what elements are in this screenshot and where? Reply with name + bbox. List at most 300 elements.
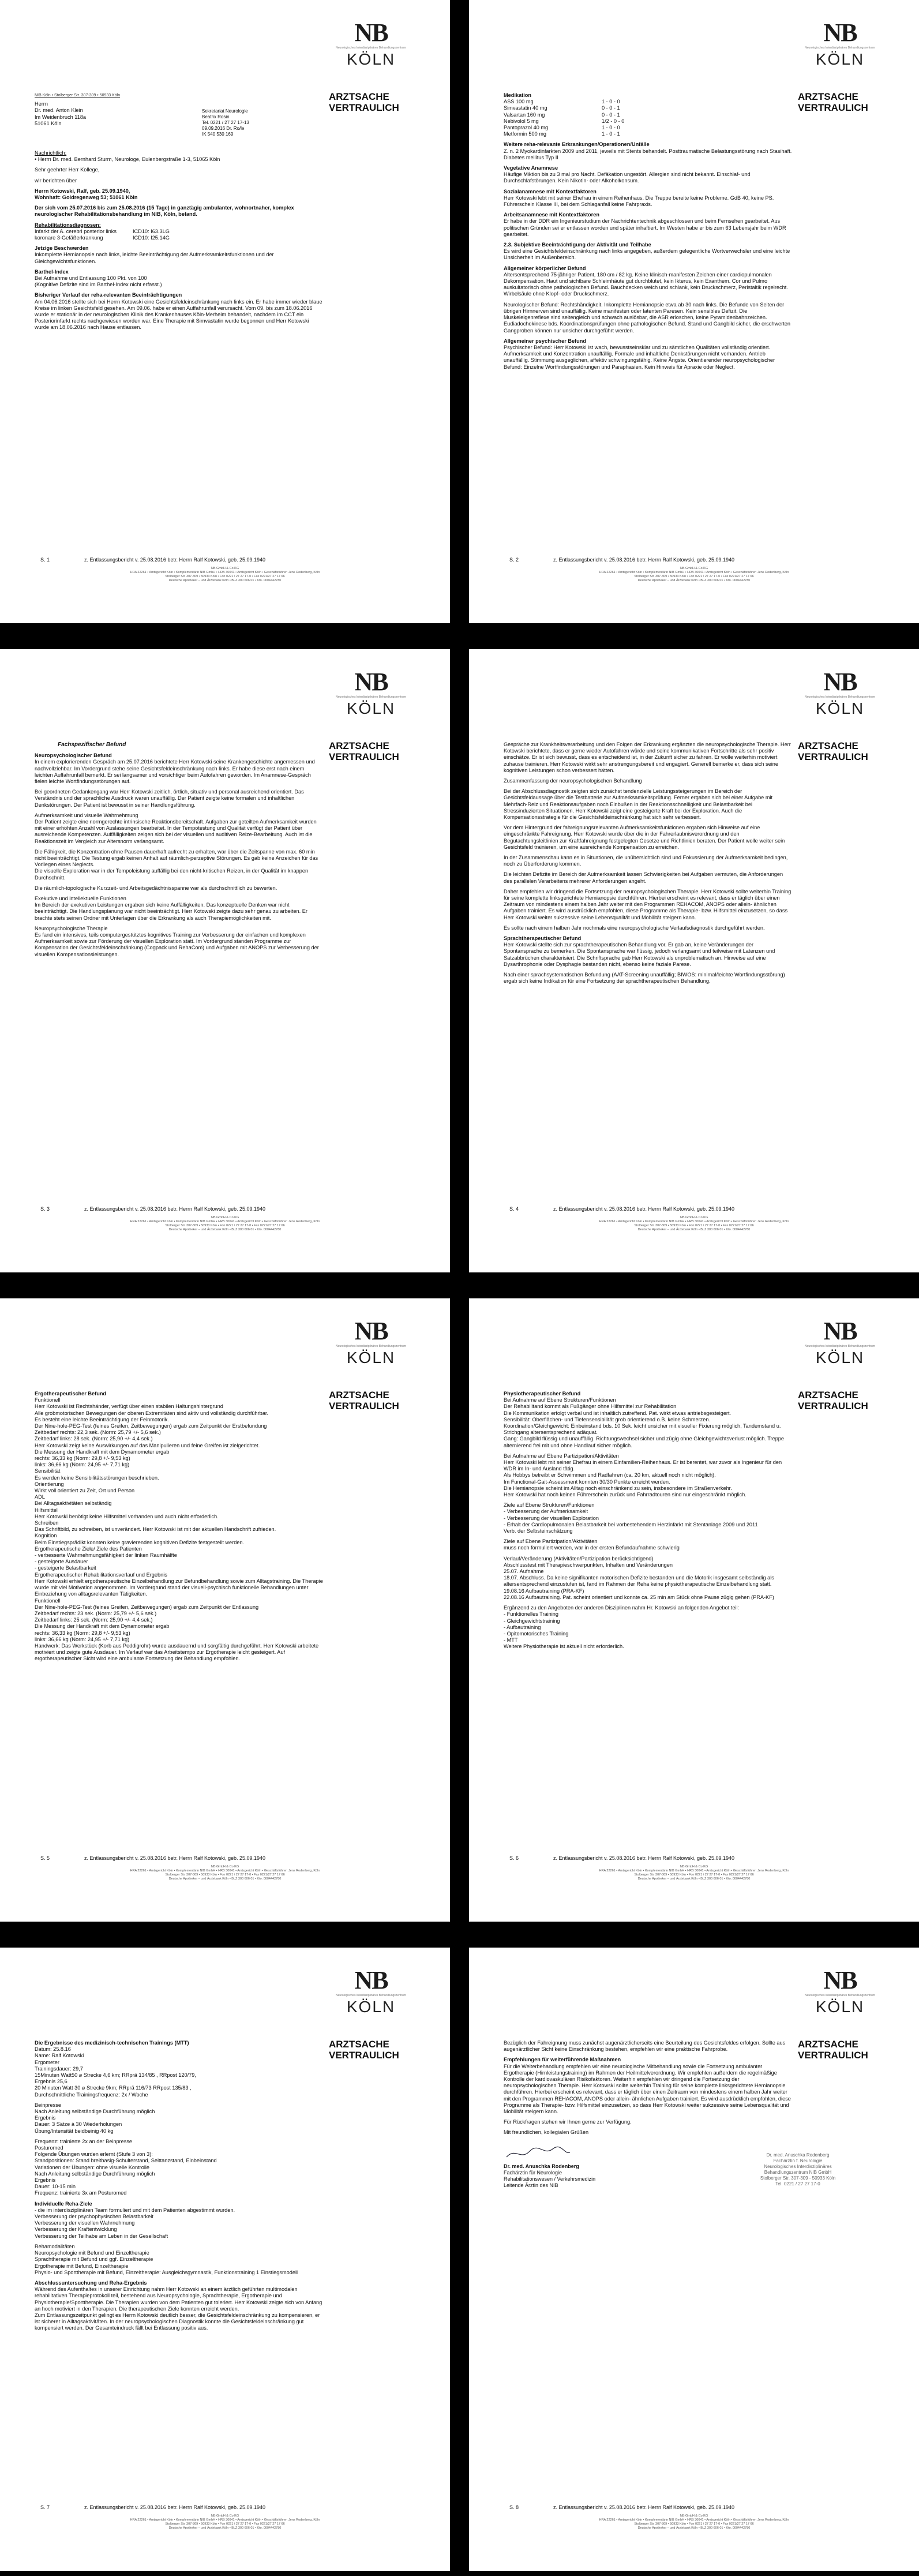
text-line: Altersentsprechend 75-jähriger Patient, 180 cm / 82 kg. Keine klinisch-manifesten Zeichen einer cardiopulmonalen Dekompensation. Haut und sichtbare Schleimhäute gut durchblutet, kein Ikterus, kein Exanthem. Cor und Pulmo auskultatorisch ohne pathologischen Befund. Bauchdecken weich und schlank, kein Druckschmerz, Peristaltik regelrecht. Wirbelsäule ohne Klopf- oder Druckschmerz. xyxy=(504,271,788,297)
spacer xyxy=(504,2125,792,2129)
spacer xyxy=(504,1534,792,1538)
text-line: Herr Kotowski lebt mit seiner Ehefrau in einem Reihenhaus. Die Treppe bereite keine Probleme. GdB 40, keine PS. Führerschein Klasse III, bei dem Schlaganfall keine Fahrpraxis. xyxy=(504,194,774,208)
text-line: Datum: 25.8.16 xyxy=(35,2046,71,2053)
stamp-line-2: VERTRAULICH xyxy=(329,751,399,762)
stamp-line: Dr. med. Anuschka Rodenberg xyxy=(766,2152,830,2158)
page-number: S. 8 xyxy=(509,2504,519,2510)
spacer xyxy=(504,137,792,141)
text-line: Folgende Übungen wurden erlernt (Stufe 3 von 3): xyxy=(35,2151,153,2158)
text-line: Ziele auf Ebene Strukturen/Funktionen xyxy=(504,1502,595,1508)
text-line: Am 04.06.2016 stellte sich bei Herrn Kotowski eine Gesichtsfeldeinschränkung nach links ein. Er habe immer wieder blaue Kreise im linken Gesichtsfeld gesehen. Am 09.06. habe er einen Auffahrunfall verursacht. Vom 09. bis zum 18.06.2016 wurde er stationär in der neurologischen Klinik des Krankenhauses Köln-Merheim behandelt, nachdem im CCT ein Posteriorinfarkt rechts nachgewiesen worden war. Eine Therapie mit Simvastatin wurde begonnen und Herr Kotowski wurde am 18.06.2016 nach Hause entlassen. xyxy=(35,298,322,331)
text-line: Schreiben xyxy=(35,1520,59,1526)
page-content xyxy=(504,92,792,370)
nib-logo xyxy=(328,1968,414,2016)
nib-logo xyxy=(797,18,883,68)
text-line: Der Patient zeigte eine normgerechte intrinsische Reaktionsbereitschaft. Aufgaben zur geteilten Aufmerksamkeit wurden mit einer erhöhten Anzahl von Auslassungen bearbeitet. In der Tempotestung und Qualität verfügt der Patient über ausreichende Kompetenzen. Auffälligkeiten zeigen sich bei der visuellen und auditiven Reize-Bearbeitung. Auch ist die Reaktionszeit im Vergleich zur Altersnorm verlangsamt. xyxy=(35,819,317,844)
spacer xyxy=(504,334,792,338)
text-line: Handwerk: Das Werkstück (Korb aus Peddigrohr) wurde ausdauernd und sorgfältig durchgeführt. Herr Kotowski arbeitete motiviert und zeigte gute Ausdauer. Im Verlauf war das Arbeitstempo zur Ergotherapie leicht gesteigert. Auf ergotherapeutischer Sicht wird eine ambulante Fortsetzung der Behandlung empfohlen. xyxy=(35,1642,319,1662)
logo-city: KÖLN xyxy=(815,50,865,68)
logo-nb: NB xyxy=(823,668,857,696)
page-content xyxy=(35,92,323,331)
text-line: Neuropsychologie mit Befund und Einzeltherapie xyxy=(35,2250,149,2256)
signature-scribble xyxy=(504,2144,573,2162)
stamp-line: Neurologisches Interdisziplinäres xyxy=(764,2164,832,2169)
text-line: 2.3. Subjektive Beeinträchtigung der Aktivität und Teilhabe xyxy=(504,242,651,248)
footer-fineprint: NB GmbH & Co KG xyxy=(680,2514,708,2518)
text-line: - gesteigerte Belastbarkeit xyxy=(35,1565,96,1571)
text-line: Die Kommunikation erfolgt verbal und ist inhaltlich zutreffend. Pat. wirkt etwas antriebsgesteigert. xyxy=(504,1410,732,1416)
page-footer xyxy=(35,1206,415,1232)
spacer xyxy=(504,968,792,972)
spacer xyxy=(35,265,323,269)
text-line: Aufmerksamkeit und visuelle Wahrnehmung xyxy=(35,812,138,818)
logo-subtitle: Neurologisches Interdisziplinäres Behandlungszentrum xyxy=(335,46,406,50)
page-3 xyxy=(0,649,450,1272)
page-content xyxy=(504,1391,792,1650)
logo-nb: NB xyxy=(354,1966,388,1994)
text-line: Die Ergebnisse des medizinisch-technischen Trainings (MTT) xyxy=(35,2040,189,2046)
stamp-line: Fachärztin f. Neurologie xyxy=(773,2158,823,2163)
row-value: 0 - 0 - 1 xyxy=(602,111,620,118)
report-reference: z. Entlassungsbericht v. 25.08.2016 betr. Herrn Ralf Kotowski, geb. 25.09.1940 xyxy=(553,557,735,563)
stamp-line-1: ARZTSACHE xyxy=(329,1390,389,1401)
text-line: Orientierung xyxy=(35,1481,64,1487)
list-row xyxy=(504,131,792,137)
text-line: links: 36,66 kg (Norm: 24,95 +/- 7,71 kg) xyxy=(35,1636,130,1642)
text-line: Neuropsychologische Therapie xyxy=(35,925,108,931)
list-row xyxy=(504,99,792,105)
logo-subtitle: Neurologisches Interdisziplinäres Behandlungszentrum xyxy=(804,46,875,50)
text-line: muss noch formuliert werden, war in der ersten Befundaufnahme schwierig xyxy=(504,1545,680,1551)
stamp-line-1: ARZTSACHE xyxy=(798,2039,858,2050)
text-line: Durchschnittliche Trainingsfrequenz: 2x / Woche xyxy=(35,2091,148,2098)
text-line: Die Messung der Handkraft mit dem Dynamometer ergab xyxy=(35,1448,170,1455)
text-line: Die räumlich-topologische Kurzzeit- und Arbeitsgedächtnisspanne war als durchschnittlich zu bewerten. xyxy=(35,885,277,891)
recipient-line: 51061 Köln xyxy=(35,120,62,126)
row-label: ASS 100 mg xyxy=(504,99,534,105)
page-content xyxy=(504,742,792,985)
logo-city: KÖLN xyxy=(815,699,865,717)
text-line: Herr Kotowski stellte sich zur sprachtherapeutischen Behandlung vor. Er gab an, keine Veränderungen der Spontansprache zu bemerken. Die Spontansprache war flüssig, jedoch verlangsamt und teilweise mit Latenzen und Satzabbrüchen charakterisiert. Die Schriftsprache gab Herr Kotowski als unproblematisch an. Hinweise auf eine Dysarthrophonie oder Dysphagie bestanden nicht, ebenso keine faziale Parese. xyxy=(504,942,775,967)
stamp-line-2: VERTRAULICH xyxy=(798,2050,868,2061)
logo-nb: NB xyxy=(823,1317,857,1345)
text-line: Rehamodalitäten xyxy=(35,2243,75,2249)
text-line: Allgemeiner psychischer Befund xyxy=(504,338,586,344)
footer-fineprint: Deutsche Apotheker – und Ärztebank Köln • BLZ 300 606 01 • Kto. 0004442780 xyxy=(168,1877,282,1881)
nib-logo xyxy=(328,670,414,717)
spacer xyxy=(504,161,792,165)
text-line: ADL xyxy=(35,1494,45,1500)
report-reference: z. Entlassungsbericht v. 25.08.2016 betr. Herrn Ralf Kotowski, geb. 25.09.1940 xyxy=(553,2504,735,2510)
confidential-stamp xyxy=(329,740,415,762)
row-label: Infarkt der A. cerebri posterior links xyxy=(35,228,117,234)
list-row xyxy=(504,105,792,111)
text-line: Beim Einstiegsprädikt konnten keine gravierenden kognitiven Defizite festgestellt werden. xyxy=(35,1539,245,1545)
text-line: Verbesserung der Teilhabe am Leben in der Gesellschaft xyxy=(35,2233,168,2239)
text-line: Herrn Kotowski, Ralf, geb. 25.09.1940, xyxy=(35,188,130,194)
text-line: Inkomplette Hemianopsie nach links, leichte Beeinträchtigung der Aufmerksamkeitsfunktionen und der Gleichgewichtsfunktionen. xyxy=(35,252,274,264)
text-line: - die im interdisziplinären Team formuliert und mit dem Patienten abgestimmt wurden. xyxy=(35,2207,235,2213)
confidential-stamp xyxy=(798,91,884,113)
text-line: Wirkt voll orientiert zu Zeit, Ort und Person xyxy=(35,1488,135,1494)
spacer xyxy=(504,921,792,925)
footer-fineprint: Stolberger Str. 307-309 • 50933 Köln • Fon 0221 / 27 27 17-0 • Fax 0221/27 27 17 66 xyxy=(634,1873,754,1877)
text-line: Arbeitsanamnese mit Kontextfaktoren xyxy=(504,212,599,218)
stamp-line-2: VERTRAULICH xyxy=(329,1401,399,1411)
text-line: Daher empfehlen wir dringend die Fortsetzung der neuropsychologischen Therapie. Herr Kotowski sollte weiterhin Training für seine komplette linksgerichtete Hemianopsie durchführen. Hierbei erscheint es relevant, dass er täglich über einen Zeitraum von mindestens einem halben Jahr weiter mit den Programmen REHACOM, ANOPS oder allein- ähnlichen Aufgaben trainiert. Es wird ausdrücklich empfohlen, diese Programme als Therapie- bzw. Hilfsmittel einzusetzen, so dass Herr Kotowski weiter sukzessive seine Lebensqualität und Mobilität steigern kann. xyxy=(504,888,792,920)
text-line: rechts: 36,33 kg (Norm: 29,8 +/- 9,53 kg) xyxy=(35,1455,130,1462)
text-line: Beinpresse xyxy=(35,2102,61,2108)
spacer xyxy=(35,2240,323,2244)
footer-fineprint: Stolberger Str. 307-309 • 50933 Köln • Fon 0221 / 27 27 17-0 • Fax 0221/27 27 17 66 xyxy=(634,1224,754,1227)
row-value: 1 - 0 - 0 xyxy=(602,99,620,105)
text-line: Die Hemianopsie scheint im Alltag noch einschränkend zu sein, insbesondere im Straßenverkehr. xyxy=(504,1485,732,1491)
stamp-line-2: VERTRAULICH xyxy=(798,102,868,113)
footer-line xyxy=(40,2504,415,2510)
text-line: - Funktionelles Training xyxy=(504,1611,558,1618)
stamp-line-1: ARZTSACHE xyxy=(798,1390,858,1401)
text-line: Trainingsdauer: 29,7 xyxy=(35,2065,83,2072)
page-content xyxy=(35,742,323,958)
signature-line: Rehabilitationswesen / Verkehrsmedizin xyxy=(504,2176,596,2182)
text-line: Abschlussuntersuchung und Reha-Ergebnis xyxy=(35,2279,147,2286)
confidential-stamp xyxy=(329,1390,415,1411)
text-line: Physio- und Sporttherapie mit Befund, Einzeltherapie: Ausgleichsgymnastik, Funktionstraining 1 Einstiegsmodell xyxy=(35,2269,298,2275)
footer-fineprint: NB GmbH & Co KG xyxy=(211,1865,239,1869)
text-line: Ergotherapeutischer Befund xyxy=(35,1391,107,1396)
logo-subtitle: Neurologisches Interdisziplinäres Behandlungszentrum xyxy=(804,1994,875,1997)
text-line: Mit freundlichen, kollegialen Grüßen xyxy=(504,2129,589,2136)
text-line: Das Schriftbild, zu schreiben, ist unverändert. Herr Kotowski ist mit der aktuellen Handschrift zufrieden. xyxy=(35,1526,276,1533)
confidential-stamp xyxy=(329,91,415,113)
text-line: - Verbesserung der visuellen Exploration xyxy=(504,1515,599,1521)
text-line: Allgemeiner körperlicher Befund xyxy=(504,265,586,271)
text-line: Der Rehabilitand kommt als Fußgänger ohne Hilfsmittel zur Rehabilitation xyxy=(504,1403,677,1410)
spacer xyxy=(504,238,792,242)
text-line: Verbesserung der visuellen Wahrnehmung xyxy=(35,2220,135,2226)
text-line: Herr Kotowski ist Rechtshänder, verfügt über einen stabilen Haltungshintergrund xyxy=(35,1403,223,1410)
page-footer xyxy=(504,557,884,583)
recipient-line: Dr. med. Anton Klein xyxy=(35,107,83,114)
page-6 xyxy=(469,1298,919,1922)
text-line: Weitere reha-relevante Erkrankungen/Operationen/Unfälle xyxy=(504,141,650,148)
text-line: Kognition xyxy=(35,1533,57,1539)
meta-line: Beatrix Rosin xyxy=(202,114,230,119)
page-4 xyxy=(469,649,919,1272)
text-line: Zeitbedarf rechts: 23 sek. (Norm: 25,79 +/- 5,6 sek.) xyxy=(35,1610,157,1616)
text-line: Für die Weiterbehandlung empfehlen wir eine neurologische Mitbehandlung sowie die Fortsetzung ambulanter Ergotherapie (Hirnleistungstraining) im Rahmen der Heilmittelverordnung. Wir empfehlen außerdem die regelmäßige Kontrolle der kardiovaskulären Risikofaktoren. Weiterhin empfehlen wir dringend die Fortsetzung der neuropsychologischen Therapie. Herr Kotowski sollte weiterhin Training für seine komplette linksgerichtete Hemianopsie durchführen. Hierbei erscheint es relevant, dass er täglich über einen Zeitraum von mindestens einem halben Jahr weiter mit den Programmen REHACOM, ANOPS oder allein- ähnlichen Aufgaben trainiert. Es wird ausdrücklich empfohlen, diese Programme als Therapie- bzw. Hilfsmittel einzusetzen, so dass Herr Kotowski weiter sukzessive seine Lebensqualität und Mobilität steigern kann. xyxy=(504,2063,791,2115)
text-line: Physiotherapeutischer Befund xyxy=(504,1391,581,1396)
page-content xyxy=(504,2040,792,2189)
footer-fineprint: NB GmbH & Co KG xyxy=(211,2514,239,2518)
text-line: Verbesserung der Kraftentwicklung xyxy=(35,2226,117,2233)
spacer xyxy=(504,821,792,825)
row-label: Metformin 500 mg xyxy=(504,131,547,137)
text-line: 19.08.16 Aufbautraining (PRA-KF) xyxy=(504,1587,584,1594)
confidential-stamp xyxy=(798,1390,884,1411)
text-line: Sprachtherapie mit Befund und ggf. Einzeltherapie xyxy=(35,2256,153,2263)
text-line: Dauer: 3 Sätze à 30 Wiederholungen xyxy=(35,2121,122,2128)
stamp-line: Stolberger Str. 307-309 - 50933 Köln xyxy=(760,2176,836,2181)
logo-nb: NB xyxy=(823,18,857,47)
spacer xyxy=(35,808,323,813)
text-line: 25.07. Aufnahme xyxy=(504,1568,544,1575)
spacer xyxy=(35,881,323,885)
text-line: Im Bereich der exekutiven Leistungen ergaben sich keine Auffälligkeiten. Das konzeptuelle Denken war nicht beeinträchtigt. Die Handlungsplanung war nicht beeinträchtigt. Herr Kotowski zeigte dazu sehr genau zu arbeiten. Er brachte stets seinen Ordner mit Unterlagen über die Erkrankung als auch Therapiemöglichkeiten mit. xyxy=(35,902,307,921)
text-line: Der sich vom 25.07.2016 bis zum 25.08.2016 (15 Tage) in ganztägig ambulanter, wohnortnaher, komplex neurologischer Rehabilitationsbehandlung im NIB, Köln, befand. xyxy=(35,205,294,218)
text-line: 18.07. Abschluss. Da keine signifikanten motorischen Defizite bestanden und die Motorik insgesamt selbständig als altersentsprechend einzustufen ist, fand im Rahmen der Reha keine physiotherapeutische Einzelbehandlung statt. xyxy=(504,1575,774,1587)
list-row xyxy=(504,118,792,125)
logo-nb: NB xyxy=(823,1966,857,1994)
stamp-line-2: VERTRAULICH xyxy=(329,102,399,113)
page-number: S. 3 xyxy=(40,1206,50,1212)
meta-line: Tel. 0221 / 27 27 17-13 xyxy=(202,120,249,125)
page-8 xyxy=(469,1948,919,2571)
text-line: Zeitbedarf links: 25 sek. (Norm: 25,90 +/- 4,4 sek.) xyxy=(35,1617,153,1623)
text-line: Neuropsychologischer Befund xyxy=(35,752,112,759)
text-line: Nach Anleitung selbständige Durchführung möglich xyxy=(35,2109,155,2115)
text-line: Z. n. 2 Myokardinfarkten 2009 und 2011, jeweils mit Stents behandelt. Posttraumatische Belastungsstörung nach Stasihaft. Diabetes mellitus Typ II xyxy=(504,148,792,160)
spacer xyxy=(504,867,792,871)
page-2 xyxy=(469,0,919,623)
spacer xyxy=(504,1601,792,1605)
text-line: Gespräche zur Krankheitsverarbeitung und den Folgen der Erkrankung ergänzten die neuropsychologische Therapie. Herr Kotowski berichtete, dass er gerne wieder Autofahren würde und seine kommunikativen Fortschritte als sehr positiv einschätze. Er ist sich bewusst, dass es entscheidend ist, in der Zukunft sicher zu fahren. Er wolle weiterhin motiviert zuhause trainieren. Herr Kotowski wirkt sehr anstrengungsbereit und engagiert. Generell bemerke er, dass sich seine kognitiven Leistungen schon verbessert hätten. xyxy=(504,742,791,773)
text-line: 20 Minuten Watt 30 ⌀ Strecke 9km; RRprä 116/73 RRpost 135/83 , xyxy=(35,2085,192,2091)
text-line: Ergotherapeutischer Rehabilitationsverlauf und Ergebnis xyxy=(35,1571,167,1578)
text-line: Bei der Abschlussdiagnostik zeigten sich zunächst tendenzielle Leistungssteigerungen im Bereich der Gesichtsfeldaussage über die Testbatterie zur Aufmerksamkeitsprüfung. Ferner ergaben sich bei einer Aufgabe mit Mehrfach-Reiz und Reaktionsaufgaben noch Einbußen in der Reaktionsschnelligkeit und Belastbarkeit bei Stressinduzierten Situationen. Herr Kotowski zeigt eine gesteigerte Kraft bei der Exploration. Auch die Kompensationsstrategie für die Gesichtsfeldeinschränkung hat sich sehr verbessert. xyxy=(504,788,773,821)
logo-city: KÖLN xyxy=(346,1349,396,1366)
row-value: 1 - 0 - 1 xyxy=(602,131,620,137)
spacer xyxy=(504,2053,792,2057)
text-line: Rehabilitationsdiagnosen: xyxy=(35,222,101,228)
row-value: 1 - 0 - 0 xyxy=(602,125,620,131)
text-line: Während des Aufenthaltes in unserer Einrichtung nahm Herr Kotowski an einem ärztlich geführten multimodalen rehabilitativen Therapieprotokoll teil, bestehend aus Neuropsychologie, Sprachtherapie, Ergotherapie und Physiotherapie/Sporttherapie. Die Therapien wurden von dem Patienten gut toleriert. Herr Kotowski zeigte sich von Anfang an hoch motiviert in den Therapien. Die therapeutischen Ziele konnten erreicht werden. xyxy=(35,2286,322,2312)
text-line: Ergebnis xyxy=(35,2115,56,2121)
spacer xyxy=(504,298,792,302)
row-value: ICD10: I25.14G xyxy=(133,235,170,241)
text-line: In der Zusammenschau kann es in Situationen, die unübersichtlich sind und Fokussierung der Aufmerksamkeit bedingen, noch zu Überforderung kommen. xyxy=(504,855,788,867)
footer-fineprint: NB GmbH & Co KG xyxy=(680,567,708,570)
text-line: Die visuelle Exploration war in der Tempoleistung auffällig bei den nicht-kritischen Reizen, in der Qualität im knappen Durchschnitt. xyxy=(35,868,309,881)
logo-nb: NB xyxy=(354,18,388,47)
text-line: links: 36,66 kg (Norm: 24,95 +/- 7,71 kg) xyxy=(35,1462,130,1468)
text-line: Es wird eine Gesichtsfeldeinschränkung nach links angegeben, außerdem gelegentliche Wortverwechsler und eine leichte Unsicherheit im Außenbereich. xyxy=(504,248,790,261)
signature-line: Dr. med. Anuschka Rodenberg xyxy=(504,2163,579,2169)
nib-logo xyxy=(797,670,883,717)
text-line: • Herrn Dr. med. Bernhard Sturm, Neurologe, Eulenbergstraße 1-3, 51065 Köln xyxy=(35,156,220,163)
footer-fineprint: HRA 22261 • Amtsgericht Köln • Komplementärin NIB GmbH • HRB 30041 • Amtsgericht Köln • Geschäftsführer: Jens Rodenberg, Köln xyxy=(599,2518,789,2522)
row-label: Valsartan 160 mg xyxy=(504,111,545,118)
confidential-stamp xyxy=(798,740,884,762)
text-line: Häufige Miktion bis zu 3 mal pro Nacht. Defäkation ungestört. Allergien sind nicht bekannt. Einschlaf- und Durchschlafstörungen. Kein Nikotin- oder Alkoholkonsum. xyxy=(504,171,751,184)
text-line: Herr Kotowski lebt mit seiner Ehefrau in einem Einfamilien-Reihenhaus. Er ist berentet, war zuvor als Ingenieur für den WDR im In- und Ausland tätig. xyxy=(504,1459,782,1472)
row-value: 1/2 - 0 - 0 xyxy=(602,118,625,124)
text-line: Nach Anleitung selbständige Durchführung möglich xyxy=(35,2170,155,2177)
list-row xyxy=(504,125,792,131)
text-line: Ergänzend zu den Angeboten der anderen Disziplinen nahm Hr. Kotowski an folgenden Angebot teil: xyxy=(504,1605,740,1611)
text-line: Koordination/Gleichgewicht: Einbeinstand bds. 10 Sek. leicht unsicher mit visueller Fixierung möglich, Tandemstand u. Strichgang altersentsprechend adäquat. xyxy=(504,1423,781,1436)
signature-line: Fachärztin für Neurologie xyxy=(504,2169,562,2176)
confidential-stamp xyxy=(798,2039,884,2061)
text-line: Wohnhaft: Goldregenweg 53; 51061 Köln xyxy=(35,194,138,201)
text-line: Posturomed xyxy=(35,2145,63,2151)
text-line: (Kognitive Defizite sind im Barthel-Index nicht erfasst.) xyxy=(35,282,162,288)
footer-fineprint: NB GmbH & Co KG xyxy=(211,567,239,570)
text-line: 22.08.16 Aufbautraining. Pat. scheint orientiert und konnte ca. 25 min am Stück ohne Pause zügig gehen (PRA-KF) xyxy=(504,1594,774,1600)
stamp-line-1: ARZTSACHE xyxy=(329,91,389,102)
page-number: S. 2 xyxy=(509,557,519,563)
text-line: Zusammenfassung der neuropsychologischen Behandlung xyxy=(504,778,642,784)
text-line: Funktionell xyxy=(35,1597,61,1604)
logo-nb: NB xyxy=(354,1317,388,1345)
footer-line xyxy=(509,2504,884,2510)
nib-logo xyxy=(797,1968,883,2016)
row-label: Nebivolol 5 mg xyxy=(504,118,539,124)
footer-line xyxy=(40,1855,415,1861)
spacer xyxy=(35,2098,323,2102)
spacer xyxy=(504,931,792,935)
footer-fineprint: Deutsche Apotheker – und Ärztebank Köln • BLZ 300 606 01 • Kto. 0004442780 xyxy=(168,2526,282,2530)
stamp-line-2: VERTRAULICH xyxy=(798,1401,868,1411)
logo-city: KÖLN xyxy=(346,1998,396,2016)
text-line: Sprachtherapeutischer Befund xyxy=(504,935,582,942)
spacer xyxy=(35,785,323,789)
text-line: - gesteigerte Ausdauer xyxy=(35,1559,88,1565)
text-line: Bei Aufnahme auf Ebene Partizipation/Aktivitäten xyxy=(504,1452,619,1459)
text-line: Es sollte nach einem halben Jahr nochmals eine neuropsychologische Verlaufsdiagnostik durchgeführt werden. xyxy=(504,924,765,931)
signature-line: Leitende Ärztin des NIB xyxy=(504,2182,558,2188)
footer-fineprint: NB GmbH & Co KG xyxy=(680,1216,708,1219)
text-line: Frequenz: trainierte 3x am Posturomed xyxy=(35,2190,127,2196)
spacer xyxy=(35,174,323,178)
nib-logo xyxy=(797,1319,883,1366)
footer-fineprint: HRA 22261 • Amtsgericht Köln • Komplementärin NIB GmbH • HRB 30041 • Amtsgericht Köln • Geschäftsführer: Jens Rodenberg, Köln xyxy=(130,1869,320,1873)
text-line: Empfehlungen für weiterführende Maßnahmen xyxy=(504,2057,621,2063)
row-label: Pantoprazol 40 mg xyxy=(504,125,549,131)
stamp-line-2: VERTRAULICH xyxy=(329,2050,399,2061)
text-line: Ergebnis 25,6 xyxy=(35,2079,67,2085)
footer-fineprint: Stolberger Str. 307-309 • 50933 Köln • Fon 0221 / 27 27 17-0 • Fax 0221/27 27 17 66 xyxy=(634,2522,754,2526)
spacer xyxy=(35,127,323,150)
text-line: Vegetative Anamnese xyxy=(504,165,558,171)
footer-line xyxy=(40,1206,415,1212)
text-line: Er habe in der DDR ein Ingenieurstudium der Nachrichtentechnik abgeschlossen und beim Fernsehen gearbeitet. Aus politischen Gründen sei er entlassen worden und später inhaftiert. Im Westen habe er bis zum 63 Lebensjahr beim WDR gearbeitet. xyxy=(504,218,786,237)
text-line: - MTT xyxy=(504,1637,518,1643)
page-number: S. 7 xyxy=(40,2504,50,2510)
footer-line xyxy=(509,1855,884,1861)
page-footer xyxy=(35,2504,415,2530)
text-line: Ergebnis xyxy=(35,2177,56,2184)
text-line: Die leichten Defizite im Bereich der Aufmerksamkeit lassen Schwierigkeiten bei Aufgaben vermuten, die Anforderungen des parallelen Verarbeitens mehrerer Anforderungen angeht. xyxy=(504,871,783,884)
spacer xyxy=(35,201,323,205)
text-line: rechts: 36,33 kg (Norm: 29,8 +/- 9,53 kg) xyxy=(35,1630,130,1636)
text-line: wir berichten über xyxy=(35,177,77,184)
text-line: Herr Kotowski erhielt ergotherapeutische Einzelbehandlung zur Befundbehandlung sowie zum Alltagstraining. Die Therapie wurde mit viel Motivation angenommen. Im Vordergrund stand der visuell-psychisch funktionelle Behandlungen unter Einbeziehung von alltagsrelevanten Tätigkeiten. xyxy=(35,1578,323,1597)
text-line: Ergotherapie mit Befund, Einzeltherapie xyxy=(35,2263,129,2269)
text-line: Die Messung der Handkraft mit dem Dynamometer ergab xyxy=(35,1623,170,1630)
text-line: Exekutive und intellektuelle Funktionen xyxy=(35,896,126,902)
page-footer xyxy=(504,1855,884,1881)
text-line: Neurologischer Befund: Rechtshändigkeit. Inkomplette Hemianopsie etwa ab 30 nach links. Die Befunde von Seiten der übrigen Hirnnerven sind unauffällig. Keine manifesten oder latenten Paresen. Kein sensibles Defizit. Die Muskeleigenreflexe sind seitengleich und schwach auslösbar, die ASR erloschen, keine Pyramidenbahnzeichen. Eudiadochokinese bds. Koordinationsprüfungen ohne pathologischen Befund. Stand und Gangbild sicher, die erschwerten Gangproben können nur unsicher durchgeführt werden. xyxy=(504,301,790,334)
footer-fineprint: NB GmbH & Co KG xyxy=(211,1216,239,1219)
spacer xyxy=(35,163,323,167)
list-row xyxy=(504,112,792,118)
text-line: Barthel-Index xyxy=(35,268,69,275)
footer-fineprint: HRA 22261 • Amtsgericht Köln • Komplementärin NIB GmbH • HRB 30041 • Amtsgericht Köln • Geschäftsführer: Jens Rodenberg, Köln xyxy=(130,1220,320,1223)
recipient-line: Herrn xyxy=(35,101,48,107)
stamp-line: Tel. 0221 / 27 27 17-0 xyxy=(775,2181,820,2186)
text-line: In einem explorierenden Gespräch am 25.07.2016 berichtete Herr Kotowski seine Krankengeschichte angemessen und nachvollziehbar. Im Vordergrund stehe seine Gesichtsfeldeinschränkung nach links. Er habe diese erst nach einem leichten Auffahrunfall bemerkt. Er sei langsamer und vorsichtiger beim Autofahren geworden. Im Anamnese-Gespräch fielen leichte Wortfindungsstörungen auf. xyxy=(35,759,315,785)
nib-logo xyxy=(328,18,414,68)
footer-line xyxy=(509,557,884,563)
logo-city: KÖLN xyxy=(815,1349,865,1366)
page-footer xyxy=(35,557,415,583)
spacer xyxy=(504,784,792,788)
footer-fineprint: Stolberger Str. 307-309 • 50933 Köln • Fon 0221 / 27 27 17-0 • Fax 0221/27 27 17 66 xyxy=(165,2522,285,2526)
text-line: Individuelle Reha-Ziele xyxy=(35,2200,92,2207)
spacer xyxy=(35,922,323,926)
stamp-line: Behandlungszentrum NIB GmbH xyxy=(764,2170,832,2175)
page-1 xyxy=(0,0,450,623)
meta-line: IK 540 530 169 xyxy=(202,132,234,137)
footer-fineprint: Deutsche Apotheker – und Ärztebank Köln • BLZ 300 606 01 • Kto. 0004442780 xyxy=(637,579,751,582)
report-reference: z. Entlassungsbericht v. 25.08.2016 betr. Herrn Ralf Kotowski, geb. 25.09.1940 xyxy=(84,1206,266,1212)
text-line: Ziele auf Ebene Partizipation/Aktivitäten xyxy=(504,1538,598,1545)
spacer xyxy=(35,892,323,896)
sender-line: NIB Köln • Stolberger Str. 307-309 • 50933 Köln xyxy=(35,93,121,98)
nib-logo xyxy=(328,1319,414,1366)
page-content xyxy=(35,1391,323,1663)
text-line: Der Nine-hole-PEG-Test (feines Greifen, Zeitbewegungen) ergab zum Zeitpunkt der Erstbefundung xyxy=(35,1423,267,1429)
stamp-line-1: ARZTSACHE xyxy=(798,740,858,751)
spacer xyxy=(35,2135,323,2139)
meta-line: Sekretariat Neurologie xyxy=(202,108,248,114)
text-line: Gang: Gangbild flüssig und unauffällig. Richtungswechsel sicher und zügig ohne Gleichgewichtsverlust möglich. Treppe alternierend frei mit und ohne Handlauf sicher möglich. xyxy=(504,1436,785,1448)
text-line: Verb. der Selbsteinschätzung xyxy=(504,1528,573,1534)
text-line: Die Fähigkeit, die Konzentration ohne Pausen dauerhaft aufrecht zu erhalten, war über die Zeitspanne von max. 60 min nicht beeinträchtigt. Die Testung ergab keinen Anhalt auf räumlich-perzeptive Störungen. Es gab keine Anzeichen für das Vorliegen eines Neglects. xyxy=(35,848,318,868)
text-line: Dauer: 10-15 min xyxy=(35,2184,76,2190)
stamp-line-1: ARZTSACHE xyxy=(329,740,389,751)
spacer xyxy=(504,774,792,778)
signature-block xyxy=(504,2144,792,2189)
stamp-line-1: ARZTSACHE xyxy=(798,91,858,102)
footer-fineprint: Stolberger Str. 307-309 • 50933 Köln • Fon 0221 / 27 27 17-0 • Fax 0221/27 27 17 66 xyxy=(165,1873,285,1877)
footer-fineprint: Deutsche Apotheker – und Ärztebank Köln • BLZ 300 606 01 • Kto. 0004442780 xyxy=(168,579,282,582)
row-value: 0 - 0 - 1 xyxy=(602,105,620,111)
recipient-line: Im Weidenbruch 118a xyxy=(35,114,87,120)
spacer xyxy=(504,185,792,189)
text-line: Sozialanamnese mit Kontextfaktoren xyxy=(504,188,597,194)
text-line: Bei Alltagsaktivitäten selbständig xyxy=(35,1500,112,1507)
text-line: - verbesserte Wahrnehmungsfähigkeit der linken Raumhälfte xyxy=(35,1552,177,1559)
text-line: Name: Ralf Kotowski xyxy=(35,2053,84,2059)
logo-nb: NB xyxy=(354,668,388,696)
text-line: - Erhalt der Cardiopulmonalen Belastbarkeit bei vorbestehendem Herzinfarkt mit Stentanlage 2009 und 2011 xyxy=(504,1521,758,1527)
text-line: Sehr geehrter Herr Kollege, xyxy=(35,167,100,173)
text-line: Übung/Intensität beidbeinig 40 kg xyxy=(35,2128,114,2134)
page-content xyxy=(35,2040,323,2332)
text-line: Im Functional-Gait-Assessment konnten 30/30 Punkte erreicht werden. xyxy=(504,1478,670,1485)
footer-fineprint: HRA 22261 • Amtsgericht Köln • Komplementärin NIB GmbH • HRB 30041 • Amtsgericht Köln • Geschäftsführer: Jens Rodenberg, Köln xyxy=(599,1220,789,1223)
list-row xyxy=(35,235,323,241)
text-line: Es besteht eine leichte Beeinträchtigung der Feinmotorik. xyxy=(35,1416,169,1422)
confidential-stamp xyxy=(329,2039,415,2061)
list-row xyxy=(35,229,323,235)
text-line: Es werden keine Sensibilitätsstörungen beschrieben. xyxy=(35,1474,159,1481)
footer-fineprint: HRA 22261 • Amtsgericht Köln • Komplementärin NIB GmbH • HRB 30041 • Amtsgericht Köln • Geschäftsführer: Jens Rodenberg, Köln xyxy=(130,571,320,574)
text-line: - Gleichgewichtstraining xyxy=(504,1618,560,1624)
footer-fineprint: HRA 22261 • Amtsgericht Köln • Komplementärin NIB GmbH • HRB 30041 • Amtsgericht Köln • Geschäftsführer: Jens Rodenberg, Köln xyxy=(599,1869,789,1873)
